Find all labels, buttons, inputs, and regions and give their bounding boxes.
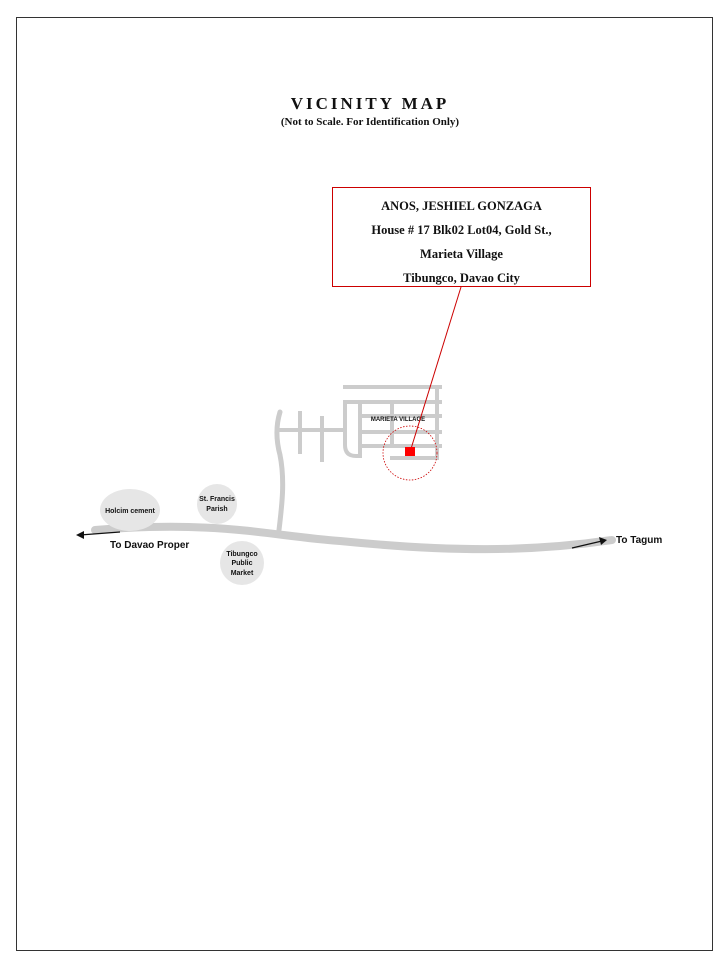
map-subtitle: (Not to Scale. For Identification Only) [280,116,460,128]
holcim-label: Holcim cement [105,508,155,515]
to-davao-proper-label: To Davao Proper [110,540,190,551]
parish-label-2: Parish [206,506,228,513]
parish-landmark [197,484,237,524]
owner-name: ANOS, JESHIEL GONZAGA [381,199,542,213]
map-title: VICINITY MAP [290,94,450,113]
address-line-1: House # 17 Blk02 Lot04, Gold St., [371,223,552,237]
market-label-2: Public [231,560,253,567]
market-label-3: Market [230,570,254,577]
village-streets [280,387,440,460]
market-label-1: Tibungco [226,551,258,558]
house-marker [405,447,415,456]
parish-label-1: St. Francis [199,496,235,503]
to-tagum-label: To Tagum [616,535,663,546]
address-line-3: Tibungco, Davao City [403,271,520,285]
address-line-2: Marieta Village [420,247,503,261]
village-label: MARIETA VILLAGE [370,417,426,423]
